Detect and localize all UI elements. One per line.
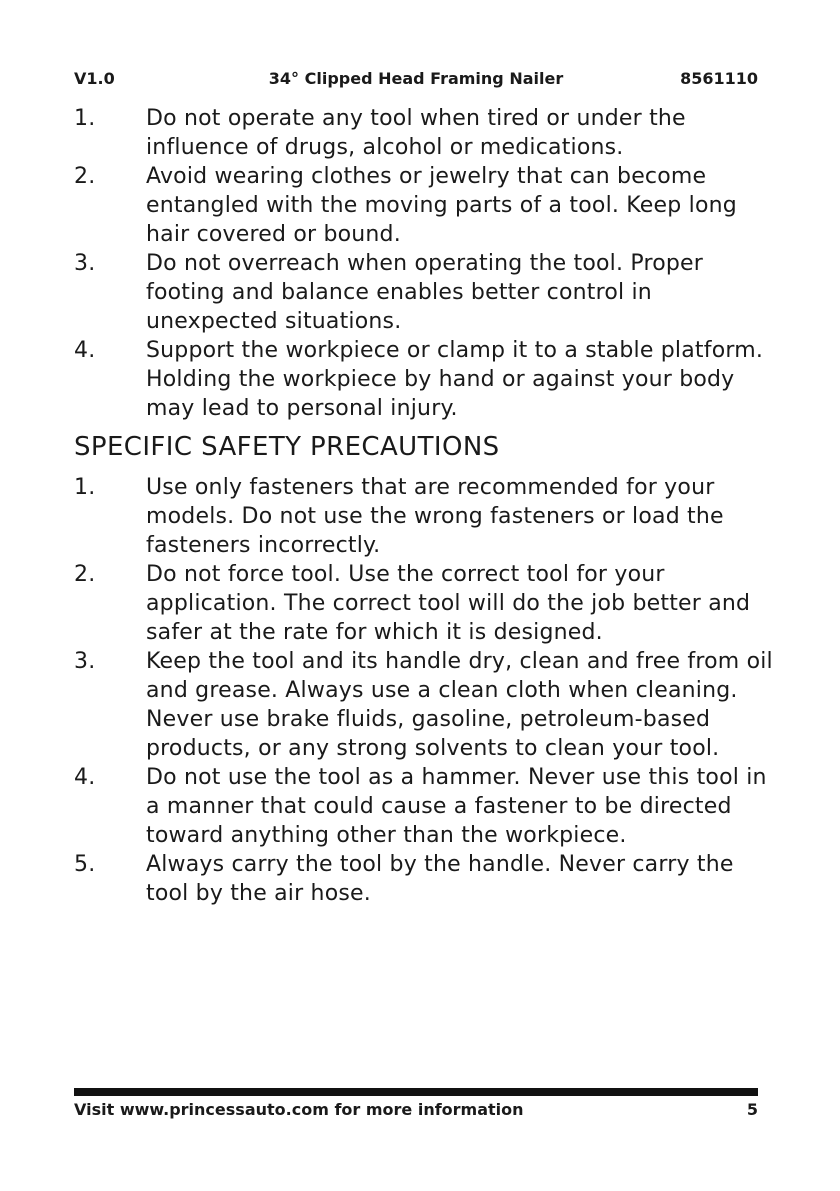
item-number: 4. bbox=[74, 765, 96, 790]
item-text: Do not overreach when operating the tool. Proper footing and balance enables better control in unexpected situations. bbox=[146, 251, 704, 334]
item-number: 3. bbox=[74, 649, 96, 674]
item-text: Always carry the tool by the handle. Never carry the tool by the air hose. bbox=[146, 852, 734, 906]
footer-divider bbox=[74, 1088, 758, 1096]
item-number: 1. bbox=[74, 475, 96, 500]
page-header bbox=[74, 69, 758, 93]
document-title: 34° Clipped Head Framing Nailer bbox=[268, 69, 564, 88]
version-label: V1.0 bbox=[74, 69, 115, 88]
list-item bbox=[74, 763, 774, 850]
list-item bbox=[74, 162, 774, 249]
list-item bbox=[74, 473, 774, 560]
item-number: 2. bbox=[74, 164, 96, 189]
item-text: Use only fasteners that are recommended for your models. Do not use the wrong fasteners or load the fasteners incorrectly. bbox=[146, 475, 724, 558]
section-heading: SPECIFIC SAFETY PRECAUTIONS bbox=[74, 432, 500, 462]
item-text: Avoid wearing clothes or jewelry that can become entangled with the moving parts of a tool. Keep long hair covered or bound. bbox=[146, 164, 737, 247]
part-number: 8561110 bbox=[680, 69, 758, 88]
item-text: Support the workpiece or clamp it to a stable platform. Holding the workpiece by hand or against your body may lead to personal injury. bbox=[146, 338, 764, 421]
item-text: Do not operate any tool when tired or under the influence of drugs, alcohol or medications. bbox=[146, 106, 686, 160]
item-text: Do not force tool. Use the correct tool for your application. The correct tool will do the job better and safer at the rate for which it is designed. bbox=[146, 562, 751, 645]
item-number: 1. bbox=[74, 106, 96, 131]
item-text: Do not use the tool as a hammer. Never use this tool in a manner that could cause a fastener to be directed toward anything other than the workpiece. bbox=[146, 765, 767, 848]
list-item bbox=[74, 647, 774, 763]
list-item bbox=[74, 336, 774, 423]
item-number: 4. bbox=[74, 338, 96, 363]
page-number: 5 bbox=[746, 1100, 758, 1119]
general-safety-list bbox=[74, 104, 774, 423]
list-item bbox=[74, 104, 774, 162]
item-number: 5. bbox=[74, 852, 96, 877]
item-number: 3. bbox=[74, 251, 96, 276]
specific-safety-list bbox=[74, 473, 774, 908]
list-item bbox=[74, 249, 774, 336]
footer-website-note: Visit www.princessauto.com for more information bbox=[74, 1100, 524, 1119]
list-item bbox=[74, 560, 774, 647]
item-text: Keep the tool and its handle dry, clean and free from oil and grease. Always use a clean cloth when cleaning. Never use brake fluids, gasoline, petroleum-based products, or any strong solvents to clean your tool. bbox=[146, 649, 773, 761]
list-item bbox=[74, 850, 774, 908]
item-number: 2. bbox=[74, 562, 96, 587]
